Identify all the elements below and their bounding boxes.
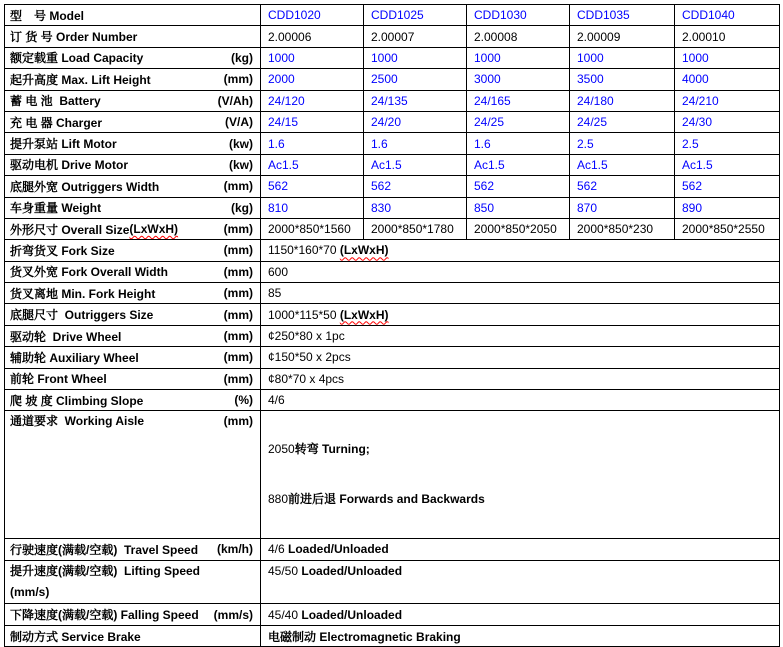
row-label-cell (5, 197, 261, 218)
row-label-cell (5, 604, 261, 625)
value-cell: 870 (570, 197, 675, 218)
spec-row-drive-wheel (5, 325, 780, 346)
spec-table (4, 4, 780, 647)
spec-row-climbing-slope (5, 390, 780, 411)
value-text: 1000*115*50 (268, 307, 340, 322)
row-label-cell (5, 411, 261, 539)
value-cell: 2000 (261, 69, 364, 90)
value-text-bold: (LxWxH) (339, 307, 389, 322)
value-cell: 2.5 (570, 133, 675, 154)
row-unit: (km/h) (217, 542, 253, 557)
value-cell: 1.6 (261, 133, 364, 154)
row-label: 车身重量 Weight (10, 201, 102, 216)
row-unit: (mm) (223, 414, 253, 429)
value-text: ¢150*50 x 2pcs (268, 350, 351, 365)
value-cell: 2.00006 (261, 26, 364, 47)
value-line-2 (268, 489, 779, 510)
spec-row-drive-motor (5, 154, 780, 175)
value-cell: 2.00008 (467, 26, 570, 47)
value-text-bold: 电磁制动 Electromagnetic Braking (268, 629, 461, 644)
spec-row-model (5, 5, 780, 26)
row-unit: (kw) (229, 157, 253, 172)
value-cell: 810 (261, 197, 364, 218)
row-unit: (mm) (223, 286, 253, 301)
value-text: 1150*160*70 (268, 243, 340, 258)
row-label: 货叉外宽 Fork Overall Width (10, 265, 168, 280)
spec-row-fork-overall-width (5, 261, 780, 282)
row-unit: (mm) (223, 222, 253, 237)
value-text-bold: Loaded/Unloaded (301, 607, 403, 622)
row-unit: (mm) (223, 264, 253, 279)
value-cell: Ac1.5 (364, 154, 467, 175)
row-label: 前轮 Front Wheel (10, 372, 107, 387)
row-unit: (kw) (229, 136, 253, 151)
spec-row-weight (5, 197, 780, 218)
row-label-suffix: (LxWxH) (129, 222, 179, 237)
row-unit: (V/A) (225, 115, 253, 130)
value-line-1 (268, 439, 779, 460)
row-label-cell (5, 154, 261, 175)
row-label-cell (5, 539, 261, 560)
value-cell: 24/25 (467, 111, 570, 132)
value-cell (261, 390, 780, 411)
value-text: 880 (268, 491, 289, 506)
row-label-cell (5, 261, 261, 282)
row-unit: (kg) (231, 50, 253, 65)
value-cell: 4000 (675, 69, 780, 90)
label-line-2 (5, 582, 260, 603)
row-label: 行驶速度(满载/空载) Travel Speed (10, 542, 199, 557)
value-text: 85 (268, 286, 282, 301)
row-unit: (mm) (223, 72, 253, 87)
row-label-cell (5, 218, 261, 239)
row-label: 起升高度 Max. Lift Height (10, 72, 151, 87)
value-cell: 24/30 (675, 111, 780, 132)
row-unit: (mm) (223, 243, 253, 258)
row-label-cell (5, 176, 261, 197)
spec-row-fork-size (5, 240, 780, 261)
value-cell: 2.00007 (364, 26, 467, 47)
value-cell: 1.6 (467, 133, 570, 154)
value-text: 4/6 (268, 393, 285, 408)
value-cell: 1000 (675, 47, 780, 68)
value-cell: CDD1020 (261, 5, 364, 26)
value-cell (261, 411, 780, 539)
value-cell: 2.5 (675, 133, 780, 154)
row-unit: (mm) (223, 179, 253, 194)
value-text: ¢250*80 x 1pc (268, 329, 345, 344)
row-label: 订 货 号 Order Number (10, 30, 138, 45)
value-cell: 1000 (261, 47, 364, 68)
value-cell: 830 (364, 197, 467, 218)
value-text: 4/6 (268, 542, 289, 557)
value-cell: 1000 (364, 47, 467, 68)
value-cell: 1.6 (364, 133, 467, 154)
value-cell: 1000 (570, 47, 675, 68)
row-label-cell (5, 560, 261, 604)
value-cell (261, 368, 780, 389)
spec-row-falling-speed (5, 604, 780, 625)
row-label: 底腿尺寸 Outriggers Size (10, 308, 154, 323)
row-label-cell (5, 390, 261, 411)
value-text: ¢80*70 x 4pcs (268, 371, 345, 386)
value-text-bold: 转弯 Turning; (294, 442, 370, 457)
row-label-cell (5, 111, 261, 132)
value-cell (261, 539, 780, 560)
value-cell: 2000*850*1780 (364, 218, 467, 239)
value-cell (261, 304, 780, 325)
row-label: 提升速度(满载/空载) Lifting Speed (10, 563, 200, 578)
value-text: 45/50 (268, 563, 302, 578)
value-cell (261, 604, 780, 625)
value-cell: CDD1030 (467, 5, 570, 26)
row-label-cell (5, 304, 261, 325)
spec-row-travel-speed (5, 539, 780, 560)
row-label: 辅助轮 Auxiliary Wheel (10, 350, 139, 365)
row-label: 型 号 Model (10, 8, 84, 23)
row-unit: (kg) (231, 200, 253, 215)
value-cell: 24/15 (261, 111, 364, 132)
spec-row-lift-motor (5, 133, 780, 154)
spec-row-lift-height (5, 69, 780, 90)
row-label: 外形尺寸 Overall Size (10, 222, 130, 237)
spec-row-service-brake (5, 625, 780, 646)
row-label: 提升泵站 Lift Motor (10, 137, 117, 152)
value-text-bold: Loaded/Unloaded (288, 542, 389, 557)
row-unit: (mm/s) (213, 607, 253, 622)
value-text-bold: Loaded/Unloaded (301, 563, 403, 578)
value-text: 600 (268, 264, 289, 279)
value-cell: 3000 (467, 69, 570, 90)
spec-row-working-aisle (5, 411, 780, 539)
row-unit: (mm) (223, 350, 253, 365)
spec-row-auxiliary-wheel (5, 347, 780, 368)
row-label-cell (5, 325, 261, 346)
row-label-cell (5, 69, 261, 90)
value-cell: 24/120 (261, 90, 364, 111)
value-cell (261, 560, 780, 604)
value-cell: Ac1.5 (570, 154, 675, 175)
value-cell: CDD1040 (675, 5, 780, 26)
spec-row-order-number (5, 26, 780, 47)
row-label-cell (5, 240, 261, 261)
row-label-cell (5, 625, 261, 646)
value-cell: 2500 (364, 69, 467, 90)
value-cell (261, 283, 780, 304)
spec-row-front-wheel (5, 368, 780, 389)
row-label-cell (5, 347, 261, 368)
value-cell: 24/210 (675, 90, 780, 111)
row-label: 折弯货叉 Fork Size (10, 243, 115, 258)
row-label: 驱动轮 Drive Wheel (10, 329, 122, 344)
spec-row-outriggers-width (5, 176, 780, 197)
spec-row-charger (5, 111, 780, 132)
value-text-bold: (LxWxH) (339, 243, 389, 258)
value-cell: 1000 (467, 47, 570, 68)
value-cell (261, 347, 780, 368)
value-cell: 2.00010 (675, 26, 780, 47)
spec-row-min-fork-height (5, 283, 780, 304)
value-text: 2050 (268, 442, 295, 457)
row-label: 制动方式 Service Brake (10, 629, 141, 644)
row-label-cell (5, 133, 261, 154)
row-label: 下降速度(满载/空载) Falling Speed (10, 608, 199, 623)
row-label: 驱动电机 Drive Motor (10, 158, 129, 173)
row-label-cell (5, 47, 261, 68)
value-cell (261, 625, 780, 646)
spec-row-lifting-speed (5, 560, 780, 604)
row-label: 蓄 电 池 Battery (10, 94, 101, 109)
row-label-cell (5, 90, 261, 111)
value-cell: 2.00009 (570, 26, 675, 47)
row-label: 货叉离地 Min. Fork Height (10, 286, 156, 301)
row-label: 充 电 器 Charger (10, 115, 103, 130)
row-label-cell (5, 368, 261, 389)
row-unit: (mm) (223, 329, 253, 344)
value-cell: 24/20 (364, 111, 467, 132)
value-text-bold: 前进后退 Forwards and Backwards (288, 491, 485, 506)
value-cell: 850 (467, 197, 570, 218)
value-cell: 3500 (570, 69, 675, 90)
value-cell: Ac1.5 (675, 154, 780, 175)
row-label-cell (5, 283, 261, 304)
value-cell: 24/165 (467, 90, 570, 111)
value-text: 45/40 (268, 607, 302, 622)
value-cell: CDD1025 (364, 5, 467, 26)
value-cell (261, 240, 780, 261)
row-unit: (%) (234, 393, 253, 408)
value-cell: 24/25 (570, 111, 675, 132)
value-cell (261, 325, 780, 346)
spec-row-overall-size (5, 218, 780, 239)
row-label: 额定载重 Load Capacity (10, 51, 144, 66)
value-cell: 562 (570, 176, 675, 197)
row-label: 通道要求 Working Aisle (10, 414, 145, 429)
value-cell: 890 (675, 197, 780, 218)
value-cell: CDD1035 (570, 5, 675, 26)
row-unit: (mm) (223, 371, 253, 386)
row-label: 底腿外宽 Outriggers Width (10, 179, 160, 194)
value-cell: 562 (675, 176, 780, 197)
row-unit: (mm) (223, 307, 253, 322)
value-cell: 24/135 (364, 90, 467, 111)
value-cell: 2000*850*2550 (675, 218, 780, 239)
row-label: 爬 坡 度 Climbing Slope (10, 393, 144, 408)
value-cell (261, 261, 780, 282)
value-cell: 2000*850*1560 (261, 218, 364, 239)
value-cell: Ac1.5 (261, 154, 364, 175)
value-cell: 24/180 (570, 90, 675, 111)
row-label-cell (5, 26, 261, 47)
value-cell: Ac1.5 (467, 154, 570, 175)
row-unit: (mm/s) (10, 585, 50, 600)
spec-row-battery (5, 90, 780, 111)
value-cell: 2000*850*230 (570, 218, 675, 239)
value-cell: 562 (261, 176, 364, 197)
spec-row-outriggers-size (5, 304, 780, 325)
value-cell: 562 (467, 176, 570, 197)
row-label-cell (5, 5, 261, 26)
spec-row-load-capacity (5, 47, 780, 68)
value-cell: 2000*850*2050 (467, 218, 570, 239)
value-cell: 562 (364, 176, 467, 197)
row-unit: (V/Ah) (217, 93, 253, 108)
